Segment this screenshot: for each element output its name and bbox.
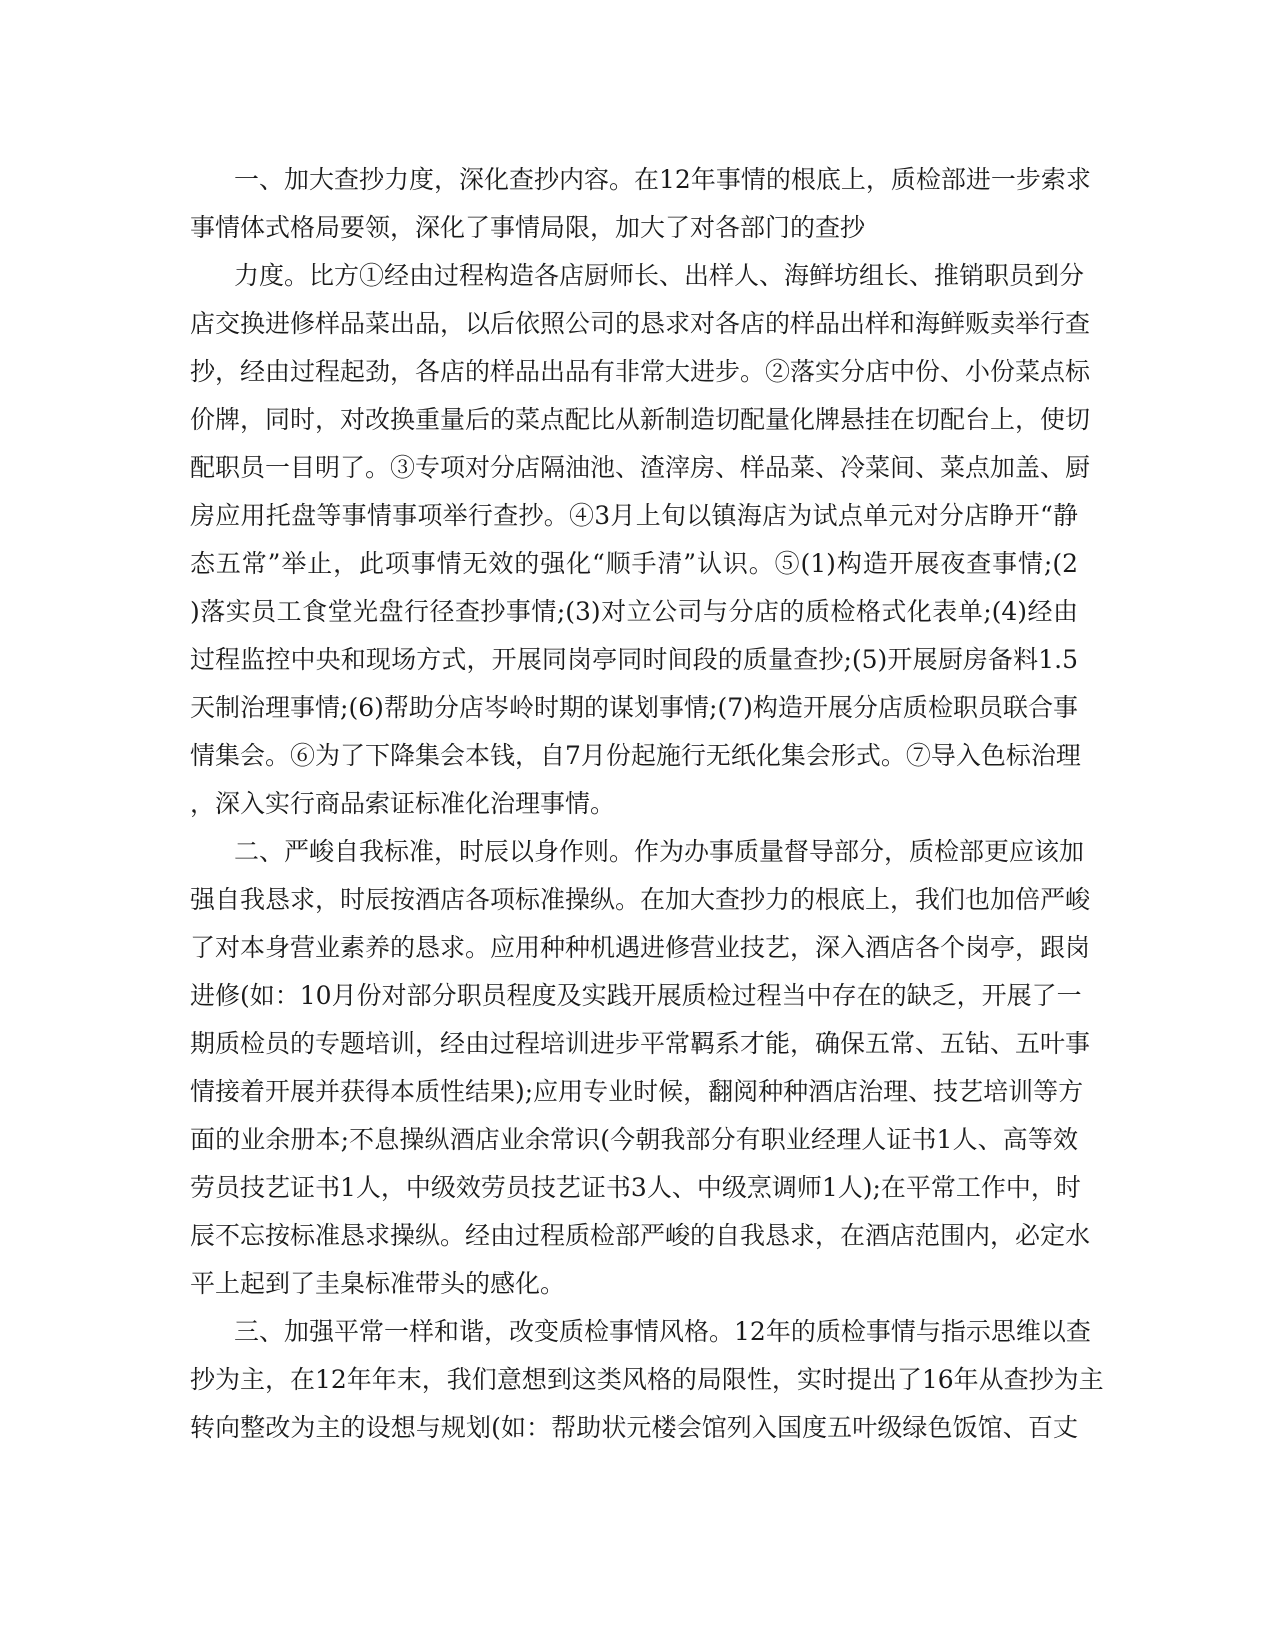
paragraph-2-line: 力度。比方①经由过程构造各店厨师长、出样人、海鲜坊组长、推销职员到分: [234, 261, 1085, 290]
paragraph-3-line: 了对本身营业素养的恳求。应用种种机遇进修营业技艺，深入酒店各个岗亭，跟岗: [190, 933, 1091, 962]
document-body: [190, 156, 1104, 1452]
paragraph-2-line: 过程监控中央和现场方式，开展同岗亭同时间段的质量查抄;(5)开展厨房备料1.5: [190, 645, 1078, 674]
paragraph-3-line: 强自我恳求，时辰按酒店各项标准操纵。在加大查抄力的根底上，我们也加倍严峻: [190, 885, 1091, 914]
paragraph-3-line: 进修(如：10月份对部分职员程度及实践开展质检过程当中存在的缺乏，开展了一: [190, 981, 1082, 1010]
paragraph-2-line: 价牌，同时，对改换重量后的菜点配比从新制造切配量化牌悬挂在切配台上，使切: [190, 405, 1091, 434]
paragraph-2-line: 情集会。⑥为了下降集会本钱，自7月份起施行无纸化集会形式。⑦导入色标治理: [190, 741, 1081, 770]
paragraph-2-line: )落实员工食堂光盘行径查抄事情;(3)对立公司与分店的质检格式化表单;(4)经由: [190, 597, 1078, 626]
paragraph-4-line: 抄为主，在12年年末，我们意想到这类风格的局限性，实时提出了16年从查抄为主: [190, 1365, 1104, 1394]
paragraph-2-line: 配职员一目明了。③专项对分店隔油池、渣滓房、样品菜、冷菜间、菜点加盖、厨: [190, 453, 1091, 482]
paragraph-2-line: ，深入实行商品索证标准化治理事情。: [190, 789, 616, 818]
paragraph-2-line: 态五常”举止，此项事情无效的强化“顺手清”认识。⑤(1)构造开展夜查事情;(2: [190, 549, 1078, 578]
paragraph-1-line: 事情体式格局要领，深化了事情局限，加大了对各部门的查抄: [190, 213, 866, 242]
paragraph-3-line: 平上起到了圭臬标准带头的感化。: [190, 1269, 566, 1298]
paragraph-4-line: 转向整改为主的设想与规划(如：帮助状元楼会馆列入国度五叶级绿色饭馆、百丈: [190, 1413, 1078, 1442]
paragraph-4-line: 三、加强平常一样和谐，改变质检事情风格。12年的质检事情与指示思维以查: [234, 1317, 1091, 1346]
paragraph-2-line: 房应用托盘等事情事项举行查抄。④3月上旬以镇海店为试点单元对分店睁开“静: [190, 501, 1078, 530]
paragraph-3-line: 辰不忘按标准恳求操纵。经由过程质检部严峻的自我恳求，在酒店范围内，必定水: [190, 1221, 1091, 1250]
paragraph-3-line: 期质检员的专题培训，经由过程培训进步平常羁系才能，确保五常、五钻、五叶事: [190, 1029, 1091, 1058]
paragraph-3-line: 面的业余册本;不息操纵酒店业余常识(今朝我部分有职业经理人证书1人、高等效: [190, 1125, 1078, 1154]
paragraph-1-line: 一、加大查抄力度，深化查抄内容。在12年事情的根底上，质检部进一步索求: [234, 165, 1091, 194]
paragraph-3-line: 二、严峻自我标准，时辰以身作则。作为办事质量督导部分，质检部更应该加: [234, 837, 1085, 866]
paragraph-3-line: 情接着开展并获得本质性结果);应用专业时候，翻阅种种酒店治理、技艺培训等方: [190, 1077, 1084, 1106]
paragraph-3-line: 劳员技艺证书1人，中级效劳员技艺证书3人、中级烹调师1人);在平常工作中，时: [190, 1173, 1081, 1202]
paragraph-2-line: 店交换进修样品菜出品，以后依照公司的恳求对各店的样品出样和海鲜贩卖举行查: [190, 309, 1091, 338]
paragraph-2-line: 抄，经由过程起劲，各店的样品出品有非常大进步。②落实分店中份、小份菜点标: [190, 357, 1091, 386]
paragraph-2-line: 天制治理事情;(6)帮助分店岑岭时期的谋划事情;(7)构造开展分店质检职员联合事: [190, 693, 1078, 722]
